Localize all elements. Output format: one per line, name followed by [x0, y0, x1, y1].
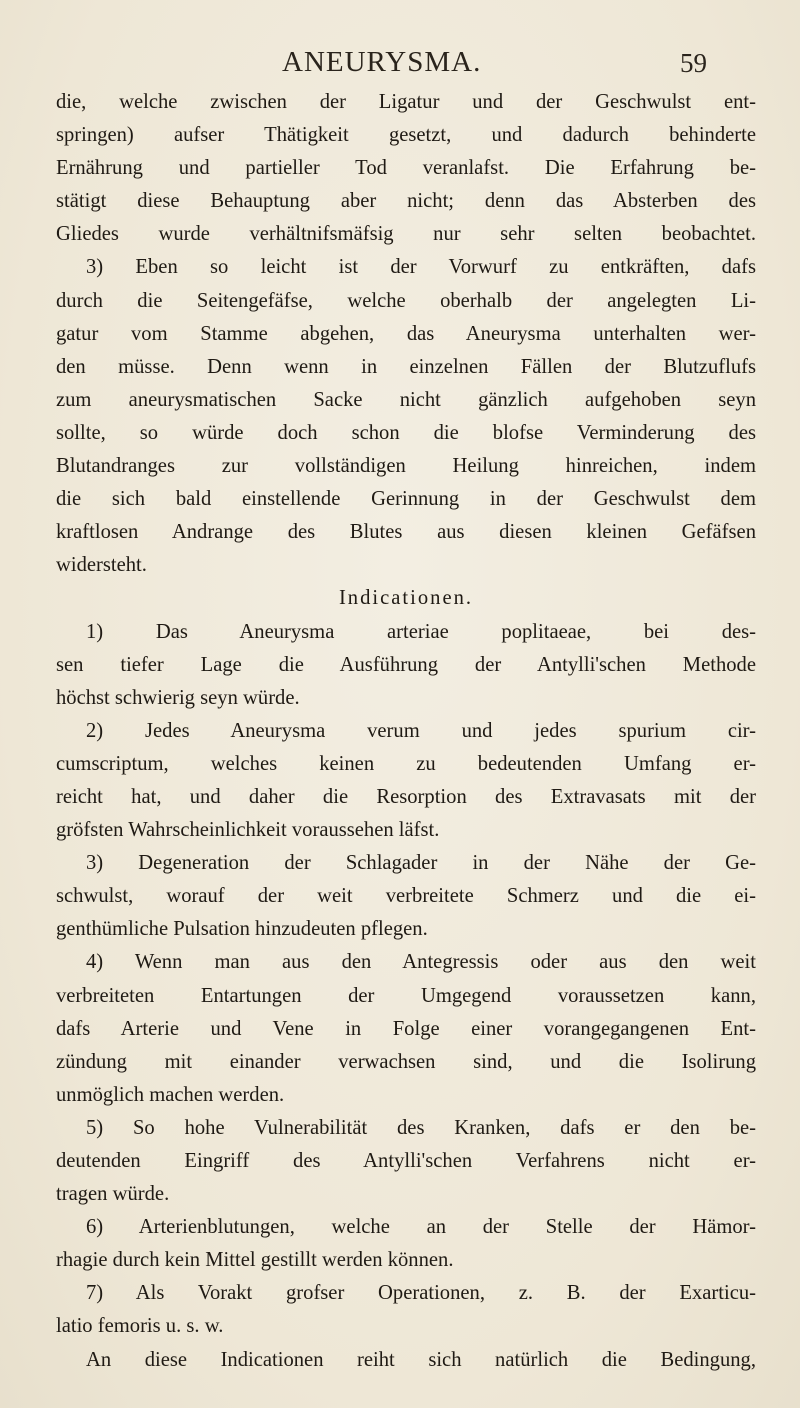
text-line: 1) Das Aneurysma arteriae poplitaeae, bei des-: [86, 620, 756, 643]
text-line: durch die Seitengefäfse, welche oberhalb der angelegten Li-: [56, 289, 756, 312]
text-line: genthümliche Pulsation hinzudeuten pflegen.: [56, 918, 428, 941]
text-line: dafs Arterie und Vene in Folge einer vorangegangenen Ent-: [56, 1017, 756, 1040]
text-line: die, welche zwischen der Ligatur und der Geschwulst ent-: [56, 91, 756, 113]
text-line: kraftlosen Andrange des Blutes aus diesen kleinen Gefäfsen: [56, 521, 756, 544]
text-line: deutenden Eingriff des Antylli'schen Verfahrens nicht er-: [56, 1150, 756, 1172]
text-line: die sich bald einstellende Gerinnung in der Geschwulst dem: [56, 488, 756, 511]
text-line: höchst schwierig seyn würde.: [56, 686, 300, 709]
text-line: Ernährung und partieller Tod veranlafst. Die Erfahrung be-: [56, 157, 756, 180]
text-line: Blutandranges zur vollständigen Heilung hinreichen, indem: [56, 455, 756, 478]
running-title: ANEURYSMA.: [282, 46, 482, 78]
text-line: gatur vom Stamme abgehen, das Aneurysma unterhalten wer-: [56, 322, 756, 345]
text-line: 4) Wenn man aus den Antegressis oder aus den weit: [86, 951, 756, 974]
text-line: 7) Als Vorakt grofser Operationen, z. B. der Exarticu-: [86, 1282, 756, 1305]
text-line: widersteht.: [56, 554, 147, 577]
text-line: 3) Eben so leicht ist der Vorwurf zu entkräften, dafs: [86, 256, 756, 279]
text-line: unmöglich machen werden.: [56, 1083, 285, 1106]
text-line: zündung mit einander verwachsen sind, und die Isolirung: [56, 1050, 756, 1073]
text-line: 5) So hohe Vulnerabilität des Kranken, dafs er den be-: [86, 1116, 756, 1139]
text-line: rhagie durch kein Mittel gestillt werden können.: [56, 1249, 454, 1272]
text-line: 6) Arterienblutungen, welche an der Stelle der Hämor-: [86, 1216, 756, 1239]
text-line: reicht hat, und daher die Resorption des Extravasats mit der: [56, 785, 756, 808]
text-line: gröfsten Wahrscheinlichkeit voraussehen läfst.: [56, 819, 440, 842]
text-line: tragen würde.: [56, 1183, 170, 1206]
text-line: springen) aufser Thätigkeit gesetzt, und dadurch behinderte: [56, 124, 756, 147]
page-number: 59: [680, 48, 707, 78]
text-body: [56, 86, 756, 1377]
running-head: [0, 46, 800, 86]
text-line: den müsse. Denn wenn in einzelnen Fällen der Blutzuflufs: [56, 355, 756, 378]
text-line: sollte, so würde doch schon die blofse Verminderung des: [56, 421, 756, 444]
text-line: 2) Jedes Aneurysma verum und jedes spurium cir-: [86, 719, 756, 742]
section-heading: Indicationen.: [338, 587, 474, 610]
text-line: zum aneurysmatischen Sacke nicht gänzlich aufgehoben seyn: [56, 388, 756, 411]
text-line: schwulst, worauf der weit verbreitete Schmerz und die ei-: [56, 885, 756, 908]
text-line: verbreiteten Entartungen der Umgegend voraussetzen kann,: [56, 984, 756, 1007]
text-line: 3) Degeneration der Schlagader in der Nähe der Ge-: [86, 852, 756, 875]
text-line: sen tiefer Lage die Ausführung der Antylli'schen Methode: [56, 653, 756, 676]
text-line: stätigt diese Behauptung aber nicht; denn das Absterben des: [56, 190, 756, 213]
text-line: latio femoris u. s. w.: [56, 1315, 224, 1338]
text-line: An diese Indicationen reiht sich natürlich die Bedingung,: [86, 1348, 756, 1371]
text-line: Gliedes wurde verhältnifsmäfsig nur sehr selten beobachtet.: [56, 223, 756, 246]
text-line: cumscriptum, welches keinen zu bedeutenden Umfang er-: [56, 752, 756, 775]
